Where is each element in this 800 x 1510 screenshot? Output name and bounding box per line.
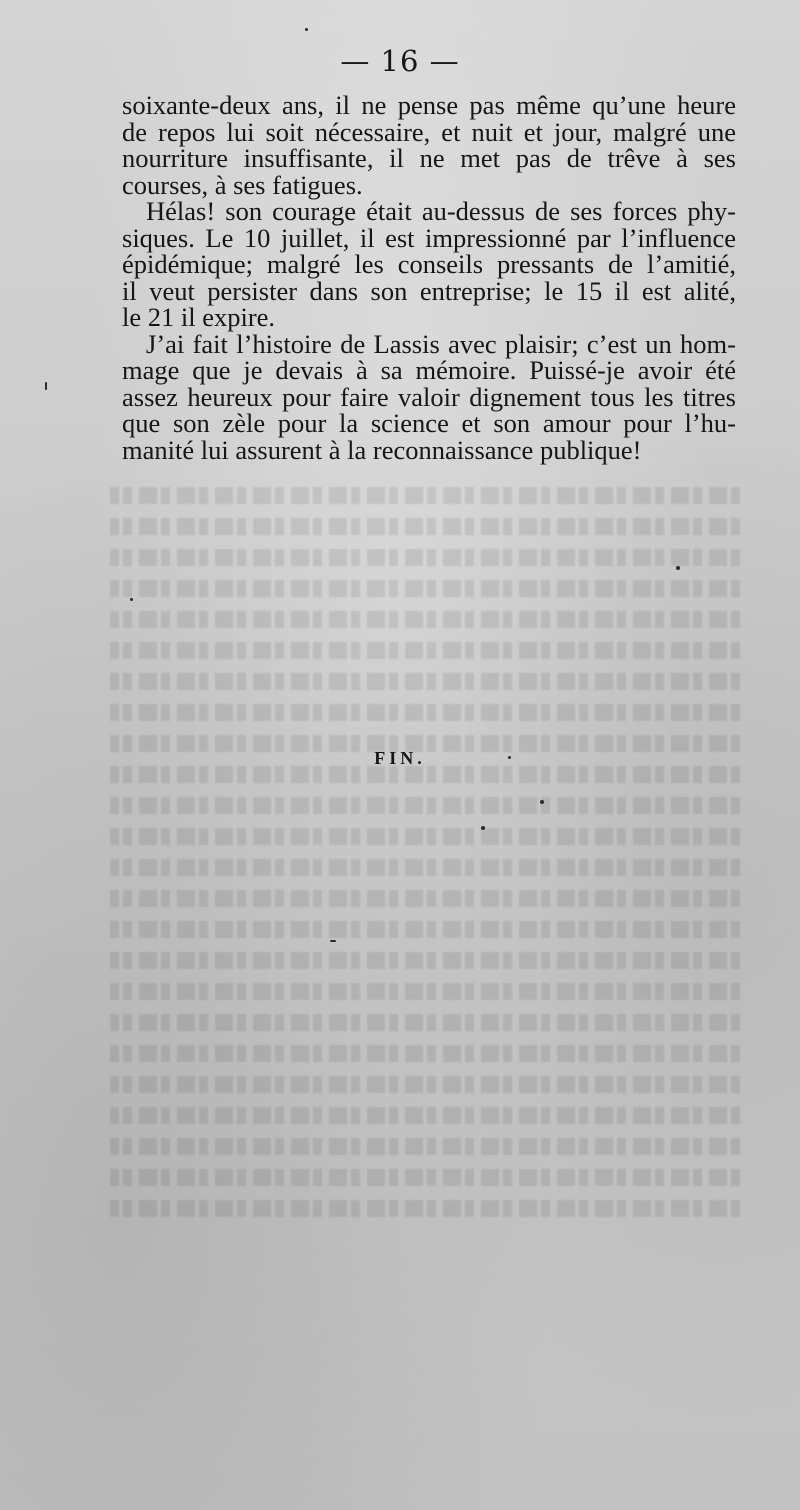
ink-speck [540,800,544,804]
text-line: manité lui assurent à la reconnaissance publique! [122,434,642,465]
text-line: soixante-deux ans, il ne pense pas même qu’une heure [122,90,736,120]
text-line: que son zèle pour la science et son amour pour l’hu- [122,408,736,438]
end-mark: FIN. [374,748,426,768]
ink-speck [330,940,336,942]
ink-speck [676,566,680,570]
text-line: de repos lui soit nécessaire, et nuit et jour, malgré une [122,116,736,147]
text-line: courses, à ses fatigues. [122,169,363,200]
ink-speck [481,826,485,830]
text-line: J’ai fait l’histoire de Lassis avec plaisir; c’est un hom- [146,328,736,359]
text-line: Hélas! son courage était au-dessus de ses forces phy- [146,196,736,226]
page-number: — 16 — [340,44,460,78]
text-line: il veut persister dans son entreprise; le 15 il est alité, [122,275,736,306]
text-line: mage que je devais à sa mémoire. Puissé-je avoir été [122,355,736,385]
ink-speck [130,598,133,601]
text-line: le 21 il expire. [122,302,276,332]
ink-speck [305,28,308,31]
bleed-through-text [110,480,740,1280]
ink-speck [45,382,47,390]
text-line: siques. Le 10 juillet, il est impressionné par l’influence [122,222,736,253]
text-line: nourriture insuffisante, il ne met pas de trêve à ses [122,143,736,173]
text-line: épidémique; malgré les conseils pressants de l’amitié, [122,249,736,279]
body-text [122,92,736,463]
text-line: assez heureux pour faire valoir dignement tous les titres [122,381,736,412]
ink-speck [508,756,511,759]
